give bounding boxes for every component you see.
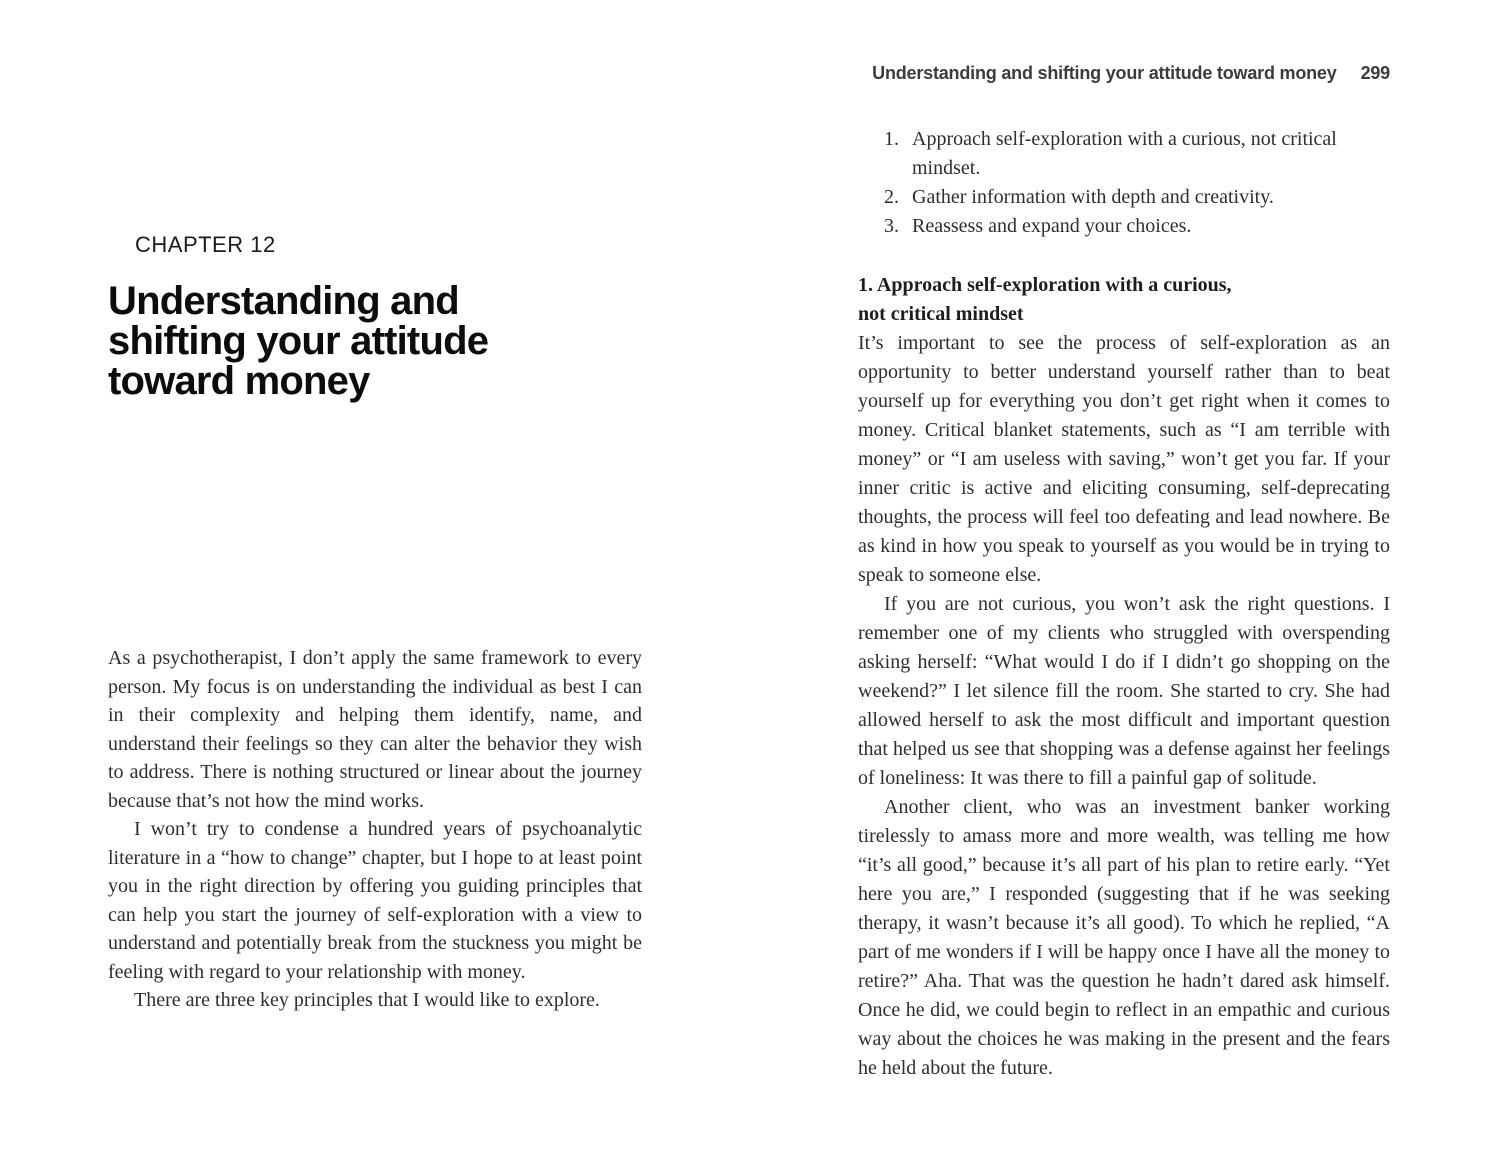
page-right (858, 0, 1390, 1159)
subheading-line-1: 1. Approach self-exploration with a curious, (858, 274, 1232, 296)
paragraph: As a psychotherapist, I don’t apply the same framework to every person. My focus is on understanding the individual as best I can in their complexity and helping them identify, name, and understand their feelings so they can alter the behavior they wish to address. There is nothing structured or linear about the journey because that’s not how the mind works. (108, 647, 642, 812)
paragraph: I won’t try to condense a hundred years of psychoanalytic literature in a “how to change” chapter, but I hope to at least point you in the right direction by offering you guiding principles that can help you start the journey of self-exploration with a view to understand and potentially break from the stuckness you might be feeling with regard to your relationship with money. (108, 818, 642, 983)
paragraph: It’s important to see the process of self-exploration as an opportunity to better understand yourself rather than to beat yourself up for everything you don’t get right when it comes to money. Critical blanket statements, such as “I am terrible with money” or “I am useless with saving,” won’t get you far. If your inner critic is active and eliciting consuming, self-deprecating thoughts, the process will feel too defeating and lead nowhere. Be as kind in how you speak to yourself as you would be in trying to speak to someone else. (858, 332, 1390, 586)
right-body-text (858, 329, 1390, 1083)
list-item-number: 1. (884, 128, 899, 150)
list-item-number: 3. (884, 215, 899, 237)
list-item (858, 212, 1390, 241)
paragraph: If you are not curious, you won’t ask the right questions. I remember one of my clients who struggled with overspending asking herself: “What would I do if I didn’t go shopping on the weekend?” I let silence fill the room. She started to cry. She had allowed herself to ask the most difficult and important question that helped us see that shopping was a defense against her feelings of loneliness: It was there to fill a painful gap of solitude. (858, 593, 1390, 789)
page-number: 299 (1360, 63, 1390, 83)
list-item (858, 125, 1390, 183)
chapter-title (108, 281, 642, 401)
list-item-text: Reassess and expand your choices. (912, 215, 1192, 237)
running-header-title: Understanding and shifting your attitude toward money (872, 63, 1337, 83)
section-subheading (858, 271, 1390, 329)
chapter-title-line-3: toward money (108, 359, 370, 403)
page-left (108, 0, 642, 1159)
running-header (858, 63, 1390, 84)
subheading-line-2: not critical mindset (858, 303, 1024, 325)
list-item-number: 2. (884, 186, 899, 208)
principles-list (858, 125, 1390, 241)
chapter-label: CHAPTER 12 (135, 232, 276, 257)
left-body-text (108, 644, 642, 1015)
paragraph: Another client, who was an investment banker working tirelessly to amass more and more wealth, was telling me how “it’s all good,” because it’s all part of his plan to retire early. “Yet here you are,” I responded (suggesting that if he was seeking therapy, it wasn’t because it’s all good). To which he replied, “A part of me wonders if I will be happy once I have all the money to retire?” Aha. That was the question he hadn’t dared ask himself. Once he did, we could begin to reflect in an empathic and curious way about the choices he was making in the present and the fears he held about the future. (858, 796, 1390, 1079)
list-item (858, 183, 1390, 212)
list-item-text: Gather information with depth and creativity. (912, 186, 1274, 208)
list-item-text: Approach self-exploration with a curious, not critical mindset. (912, 128, 1337, 179)
paragraph: There are three key principles that I would like to explore. (134, 989, 600, 1011)
chapter-title-line-2: shifting your attitude (108, 319, 489, 363)
chapter-title-line-1: Understanding and (108, 279, 459, 323)
